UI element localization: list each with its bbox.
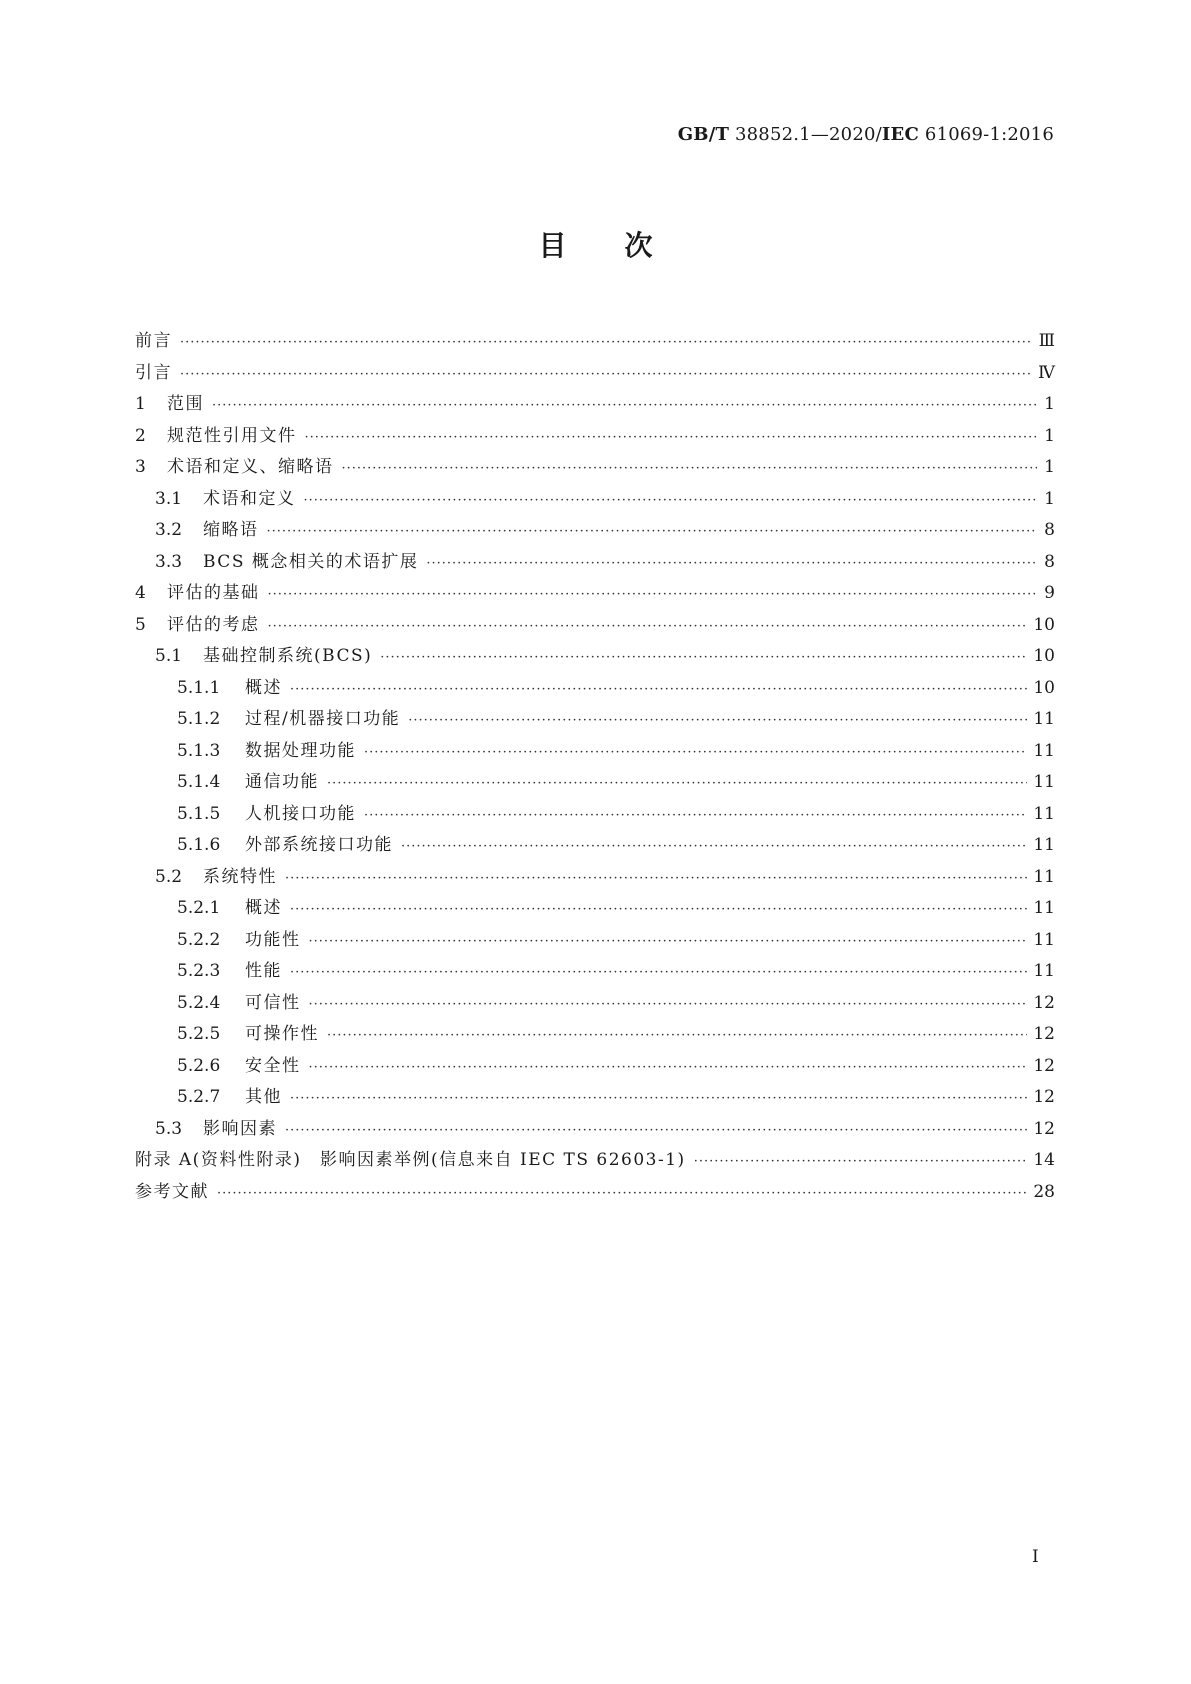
toc-entry-page: 11 [1033, 929, 1055, 950]
toc-entry-page: 1 [1044, 394, 1055, 414]
toc-entry-title: 术语和定义 [203, 488, 296, 509]
toc-entry-number: 2 [135, 425, 146, 446]
toc-entry-title: 可信性 [245, 992, 301, 1013]
toc-entry-title: 参考文献 [135, 1181, 209, 1202]
toc-entry-title: 功能性 [245, 929, 301, 950]
document-code-iec: IEC [881, 124, 919, 145]
toc-entry-number: 1 [135, 394, 146, 414]
toc-entry[interactable] [135, 547, 1055, 579]
toc-entry[interactable] [135, 988, 1055, 1020]
toc-entry-page: 1 [1044, 457, 1055, 477]
toc-dot-leader [180, 335, 1033, 350]
toc-entry-page: 11 [1033, 740, 1055, 761]
toc-entry-title: 其他 [245, 1087, 282, 1107]
toc-entry-page: 12 [1033, 1024, 1055, 1044]
toc-entry-number: 5.2.6 [177, 1055, 221, 1076]
toc-entry-title: 范围 [167, 394, 204, 414]
toc-entry-number: 3.3 [155, 551, 183, 572]
toc-entry-page: 28 [1033, 1181, 1055, 1202]
toc-entry-page: 9 [1044, 583, 1055, 603]
toc-entry-title: 术语和定义、缩略语 [167, 457, 334, 477]
toc-dot-leader [327, 776, 1027, 791]
toc-dot-leader [180, 367, 1032, 382]
toc-entry-page: 1 [1044, 425, 1055, 446]
toc-entry-number: 5.2.4 [177, 992, 221, 1013]
toc-entry[interactable] [135, 452, 1055, 484]
toc-entry-title: 性能 [245, 961, 282, 981]
toc-entry-page: 10 [1033, 614, 1055, 635]
toc-entry[interactable] [135, 862, 1055, 894]
toc-entry[interactable] [135, 484, 1055, 516]
page-title: 目次 [538, 229, 711, 262]
toc-dot-leader [408, 713, 1027, 728]
toc-dot-leader [364, 745, 1027, 760]
toc-entry-number: 5.2.5 [177, 1024, 221, 1044]
toc-entry-title: 引言 [135, 362, 172, 383]
toc-dot-leader [342, 461, 1038, 476]
toc-entry[interactable] [135, 1114, 1055, 1146]
toc-dot-leader [364, 808, 1027, 823]
toc-entry-number: 5.3 [155, 1118, 183, 1139]
toc-entry-title: 前言 [135, 331, 172, 351]
toc-entry-page: 11 [1033, 835, 1055, 855]
toc-entry[interactable] [135, 1051, 1055, 1083]
toc-entry-title: 通信功能 [245, 772, 319, 792]
toc-entry[interactable] [135, 767, 1055, 799]
toc-entry-title: 影响因素 [203, 1118, 277, 1139]
toc-entry-number: 5.2.1 [177, 898, 221, 918]
toc-entry-number: 5.1.5 [177, 803, 221, 824]
toc-entry-title: BCS 概念相关的术语扩展 [203, 551, 419, 572]
toc-entry[interactable] [135, 799, 1055, 831]
toc-dot-leader [285, 1123, 1027, 1138]
toc-entry[interactable] [135, 1082, 1055, 1114]
toc-entry-number: 3 [135, 457, 146, 477]
toc-entry-page: 1 [1044, 488, 1055, 509]
toc-entry-title: 可操作性 [245, 1024, 319, 1044]
toc-entry-title: 基础控制系统(BCS) [203, 646, 373, 666]
toc-entry[interactable] [135, 925, 1055, 957]
toc-dot-leader [304, 493, 1038, 508]
toc-entry-page: 12 [1033, 992, 1055, 1013]
toc-entry-page: 14 [1033, 1150, 1055, 1170]
toc-dot-leader [309, 1060, 1028, 1075]
toc-entry-page: 12 [1033, 1087, 1055, 1107]
toc-dot-leader [268, 619, 1028, 634]
toc-entry-number: 5.2.7 [177, 1087, 221, 1107]
toc-entry-page: 11 [1033, 898, 1055, 918]
toc-entry-title: 评估的考虑 [167, 614, 260, 635]
toc-entry-title: 安全性 [245, 1055, 301, 1076]
toc-dot-leader [309, 997, 1028, 1012]
toc-entry-number: 4 [135, 583, 146, 603]
toc-entry-title: 人机接口功能 [245, 803, 356, 824]
toc-entry-number: 3.1 [155, 488, 183, 509]
toc-entry-number: 5.2.2 [177, 929, 221, 950]
toc-entry-number: 5.1 [155, 646, 183, 666]
toc-entry[interactable] [135, 893, 1055, 925]
toc-dot-leader [327, 1028, 1027, 1043]
toc-entry[interactable] [135, 1177, 1055, 1209]
toc-entry-number: 5.2.3 [177, 961, 221, 981]
toc-entry-number: 5 [135, 614, 146, 635]
toc-entry-number: 5.1.1 [177, 677, 221, 698]
toc-entry[interactable] [135, 578, 1055, 610]
toc-entry[interactable] [135, 704, 1055, 736]
toc-dot-leader [285, 871, 1027, 886]
toc-entry-page: 8 [1044, 520, 1055, 540]
toc-entry-title: 缩略语 [203, 520, 259, 540]
toc-dot-leader [267, 524, 1038, 539]
toc-dot-leader [380, 650, 1027, 665]
toc-entry-page: Ⅳ [1038, 362, 1055, 383]
toc-entry-title: 评估的基础 [167, 583, 260, 603]
toc-entry[interactable] [135, 830, 1055, 862]
table-of-contents [135, 326, 1055, 1208]
toc-entry-title: 过程/机器接口功能 [245, 709, 401, 729]
toc-entry-page: 11 [1033, 709, 1055, 729]
toc-entry-number: 5.2 [155, 866, 183, 887]
toc-entry[interactable] [135, 326, 1055, 358]
toc-entry-page: 10 [1033, 646, 1055, 666]
toc-dot-leader [268, 587, 1038, 602]
toc-dot-leader [426, 556, 1037, 571]
toc-entry-page: 11 [1033, 866, 1055, 887]
toc-entry-page: 11 [1033, 772, 1055, 792]
toc-entry-page: 12 [1033, 1118, 1055, 1139]
toc-entry-title: 系统特性 [203, 866, 277, 887]
toc-entry-page: 10 [1033, 677, 1055, 698]
toc-entry[interactable] [135, 610, 1055, 642]
toc-dot-leader [212, 398, 1037, 413]
toc-entry[interactable] [135, 421, 1055, 453]
toc-entry-number: 5.1.3 [177, 740, 221, 761]
toc-entry-title: 外部系统接口功能 [245, 835, 393, 855]
toc-entry[interactable] [135, 389, 1055, 421]
toc-entry[interactable] [135, 358, 1055, 390]
toc-entry-page: 11 [1033, 961, 1055, 981]
page-number: I [1032, 1547, 1039, 1567]
toc-dot-leader [290, 1091, 1027, 1106]
toc-entry-title: 附录 A(资料性附录) 影响因素举例(信息来自 IEC TS 62603-1) [135, 1150, 686, 1170]
toc-dot-leader [290, 965, 1027, 980]
document-code-prefix: GB/T [677, 124, 730, 145]
toc-dot-leader [290, 682, 1027, 697]
toc-dot-leader [305, 430, 1038, 445]
toc-entry-number: 3.2 [155, 520, 183, 540]
document-code-number: 38852.1—2020/ [729, 124, 882, 145]
toc-dot-leader [309, 934, 1028, 949]
toc-entry-number: 5.1.2 [177, 709, 221, 729]
toc-entry-number: 5.1.4 [177, 772, 221, 792]
toc-entry-number: 5.1.6 [177, 835, 221, 855]
toc-entry-page: 12 [1033, 1055, 1055, 1076]
toc-entry-title: 规范性引用文件 [167, 425, 297, 446]
toc-entry[interactable] [135, 1019, 1055, 1051]
toc-entry[interactable] [135, 1145, 1055, 1177]
toc-entry-title: 数据处理功能 [245, 740, 356, 761]
document-code [678, 124, 1054, 145]
toc-entry-page: 11 [1033, 803, 1055, 824]
toc-dot-leader [290, 902, 1027, 917]
toc-entry[interactable] [135, 641, 1055, 673]
toc-entry[interactable] [135, 515, 1055, 547]
toc-dot-leader [217, 1186, 1027, 1201]
toc-entry-title: 概述 [245, 677, 282, 698]
toc-dot-leader [694, 1154, 1028, 1169]
toc-entry[interactable] [135, 956, 1055, 988]
toc-dot-leader [401, 839, 1027, 854]
toc-entry[interactable] [135, 673, 1055, 705]
toc-entry-title: 概述 [245, 898, 282, 918]
document-code-iec-number: 61069-1:2016 [919, 124, 1054, 145]
toc-entry[interactable] [135, 736, 1055, 768]
toc-entry-page: Ⅲ [1038, 331, 1055, 351]
toc-entry-page: 8 [1044, 551, 1055, 572]
